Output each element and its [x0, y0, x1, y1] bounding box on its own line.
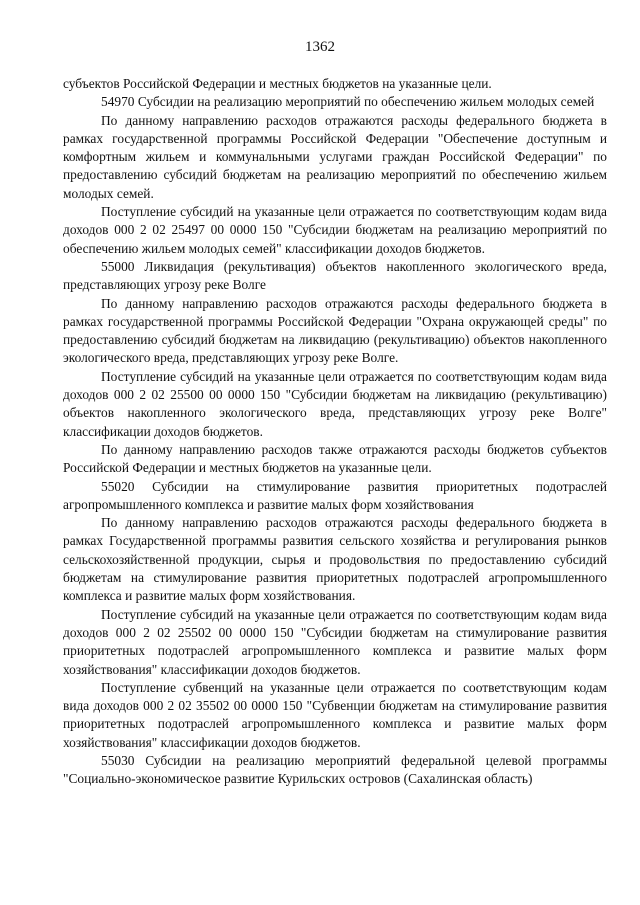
paragraph: По данному направлению расходов отражаются расходы федерального бюджета в рамках государственной программы Российской Федерации "Обеспечение доступным и комфортным жильем и коммунальными услугами граждан Российской Федерации" по предоставлению субсидий бюджетам на реализацию мероприятий по обеспечению жильем молодых семей. — [63, 112, 607, 201]
section-heading-55000: 55000 Ликвидация (рекультивация) объектов накопленного экологического вреда, представляющих угрозу реке Волге — [63, 258, 607, 293]
paragraph: По данному направлению расходов отражаются расходы федерального бюджета в рамках государственной программы Российской Федерации "Охрана окружающей среды" по предоставлению субсидий бюджетам на ликвидацию (рекультивацию) объектов накопленного экологического вреда, представляющих угрозу реке Волге. — [63, 295, 607, 366]
paragraph: Поступление субсидий на указанные цели отражается по соответствующим кодам вида доходов 000 2 02 25500 00 0000 150 "Субсидии бюджетам на ликвидацию (рекультивацию) объектов накопленного экологического вреда, представляющих угрозу реке Волге" классификации доходов бюджетов. — [63, 368, 607, 439]
section-heading-55030: 55030 Субсидии на реализацию мероприятий федеральной целевой программы "Социально-экономическое развитие Курильских островов (Сахалинская область) — [63, 752, 607, 787]
paragraph-continuation: субъектов Российской Федерации и местных бюджетов на указанные цели. — [63, 76, 492, 91]
section-heading-54970: 54970 Субсидии на реализацию мероприятий по обеспечению жильем молодых семей — [101, 94, 595, 110]
section-heading-55020: 55020 Субсидии на стимулирование развития приоритетных подотраслей агропромышленного комплекса и развитие малых форм хозяйствования — [63, 478, 607, 512]
paragraph: По данному направлению расходов также отражаются расходы бюджетов субъектов Российской Федерации и местных бюджетов на указанные цели. — [63, 441, 607, 476]
paragraph: Поступление субсидий на указанные цели отражается по соответствующим кодам вида доходов 000 2 02 25502 00 0000 150 "Субсидии бюджетам на стимулирование развития приоритетных подотраслей агропромышленного комплекса и развитие малых форм хозяйствования" классификации доходов бюджетов. — [63, 606, 607, 677]
page-number: 1362 — [305, 39, 335, 55]
paragraph: Поступление субсидий на указанные цели отражается по соответствующим кодам вида доходов 000 2 02 25497 00 0000 150 "Субсидии бюджетам на реализацию мероприятий по обеспечению жильем молодых семей" классификации доходов бюджетов. — [63, 204, 607, 256]
document-body — [63, 75, 607, 789]
paragraph: По данному направлению расходов отражаются расходы федерального бюджета в рамках Государственной программы развития сельского хозяйства и регулирования рынков сельскохозяйственной продукции, сырья и продовольствия по предоставлению субсидий бюджетам на стимулирование развития приоритетных подотраслей агропромышленного комплекса и развитие малых форм хозяйствования. — [63, 515, 607, 604]
paragraph: Поступление субвенций на указанные цели отражается по соответствующим кодам вида доходов 000 2 02 35502 00 0000 150 "Субвенции бюджетам на стимулирование развития приоритетных подотраслей агропромышленного комплекса и развитие малых форм хозяйствования" классификации доходов бюджетов. — [63, 679, 607, 750]
